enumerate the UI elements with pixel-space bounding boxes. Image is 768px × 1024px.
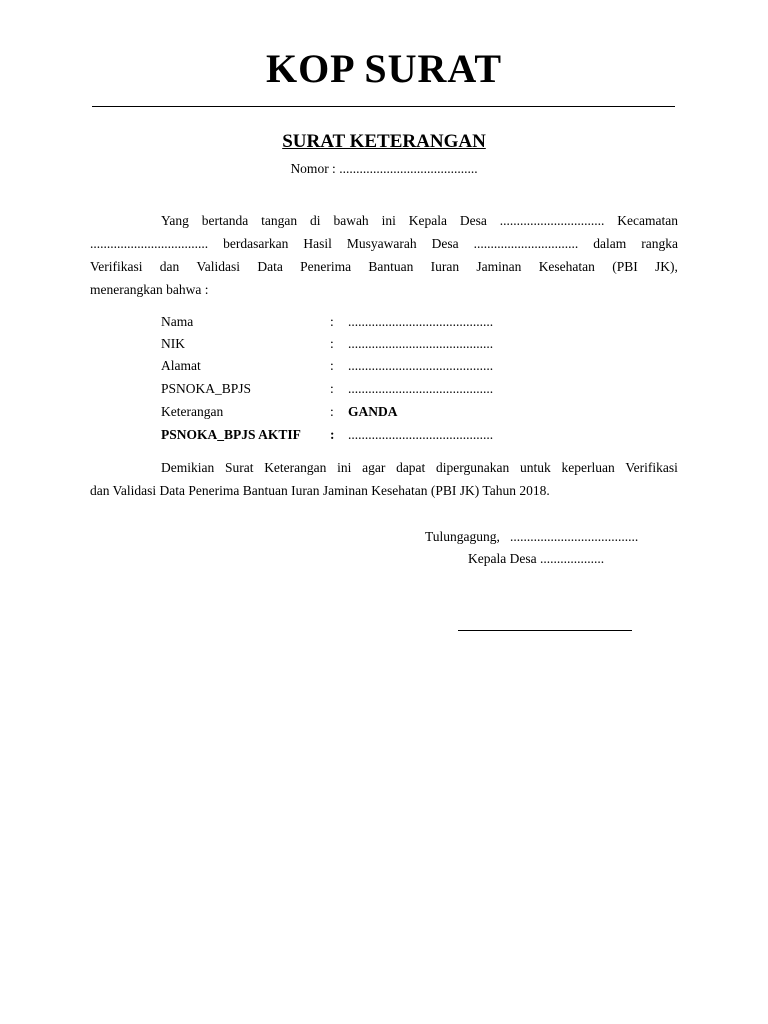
word: Iuran <box>430 259 460 274</box>
word: dan <box>159 259 180 274</box>
word: untuk <box>519 460 551 475</box>
word: Verifikasi <box>90 259 143 274</box>
word: ............................... <box>499 213 605 228</box>
field-value: ........................................... <box>348 381 494 396</box>
field-label: Keterangan <box>161 404 224 419</box>
word: Keterangan <box>264 460 327 475</box>
word: Kepala <box>408 213 447 228</box>
paragraph2-line2: dan Validasi Data Penerima Bantuan Iuran Jaminan Kesehatan (PBI JK) Tahun 2018. <box>90 483 550 498</box>
word: Bantuan <box>368 259 414 274</box>
signature-place-date: Tulungagung, ...................................... <box>425 529 639 544</box>
field-value: ........................................... <box>348 427 494 442</box>
paragraph1-line3 <box>90 255 678 278</box>
field-colon: : <box>330 427 335 442</box>
word: Kesehatan <box>538 259 595 274</box>
word: agar <box>362 460 386 475</box>
paragraph1-line1 <box>161 209 678 232</box>
letterhead-divider <box>92 106 675 107</box>
word: Jaminan <box>476 259 522 274</box>
word: keperluan <box>561 460 615 475</box>
field-colon: : <box>330 381 334 396</box>
field-label: NIK <box>161 336 185 351</box>
word: ................................... <box>90 236 209 251</box>
document-number-label: Nomor : <box>290 161 336 176</box>
word: dipergunakan <box>436 460 510 475</box>
word: Desa <box>431 236 459 251</box>
word: Demikian <box>161 460 215 475</box>
word: ............................... <box>473 236 579 251</box>
document-title: SURAT KETERANGAN <box>282 131 486 152</box>
word: Kecamatan <box>617 213 678 228</box>
field-label: PSNOKA_BPJS AKTIF <box>161 427 301 442</box>
paragraph1-line4: menerangkan bahwa : <box>90 282 209 297</box>
field-value: ........................................... <box>348 314 494 329</box>
word: Verifikasi <box>625 460 678 475</box>
paragraph1-line2 <box>90 232 678 255</box>
field-label: PSNOKA_BPJS <box>161 381 252 396</box>
field-colon: : <box>330 358 334 373</box>
field-value: ........................................... <box>348 358 494 373</box>
word: Surat <box>224 460 254 475</box>
field-value: ........................................... <box>348 336 494 351</box>
letterhead-title: KOP SURAT <box>265 46 503 91</box>
word: bertanda <box>201 213 249 228</box>
word: Penerima <box>300 259 352 274</box>
document-number-value: ......................................... <box>339 161 478 176</box>
word: bawah <box>333 213 369 228</box>
field-label: Alamat <box>161 358 201 373</box>
word: Hasil <box>303 236 332 251</box>
field-colon: : <box>330 314 334 329</box>
field-value-status: GANDA <box>348 404 398 419</box>
field-colon: : <box>330 336 334 351</box>
word: di <box>310 213 321 228</box>
word: dapat <box>396 460 426 475</box>
field-colon: : <box>330 404 334 419</box>
signature-position: Kepala Desa ................... <box>468 551 605 566</box>
word: Yang <box>161 213 189 228</box>
word: Desa <box>459 213 487 228</box>
paragraph2-line1 <box>161 456 678 479</box>
word: dalam <box>593 236 627 251</box>
word: ini <box>337 460 352 475</box>
word: ini <box>381 213 396 228</box>
word: JK), <box>655 259 678 274</box>
word: tangan <box>261 213 298 228</box>
word: Musyawarah <box>346 236 417 251</box>
word: rangka <box>641 236 678 251</box>
word: (PBI <box>612 259 638 274</box>
word: Data <box>257 259 283 274</box>
document-number <box>0 160 768 178</box>
field-label: Nama <box>161 314 194 329</box>
word: berdasarkan <box>223 236 289 251</box>
signature-line <box>458 630 632 631</box>
word: Validasi <box>196 259 241 274</box>
